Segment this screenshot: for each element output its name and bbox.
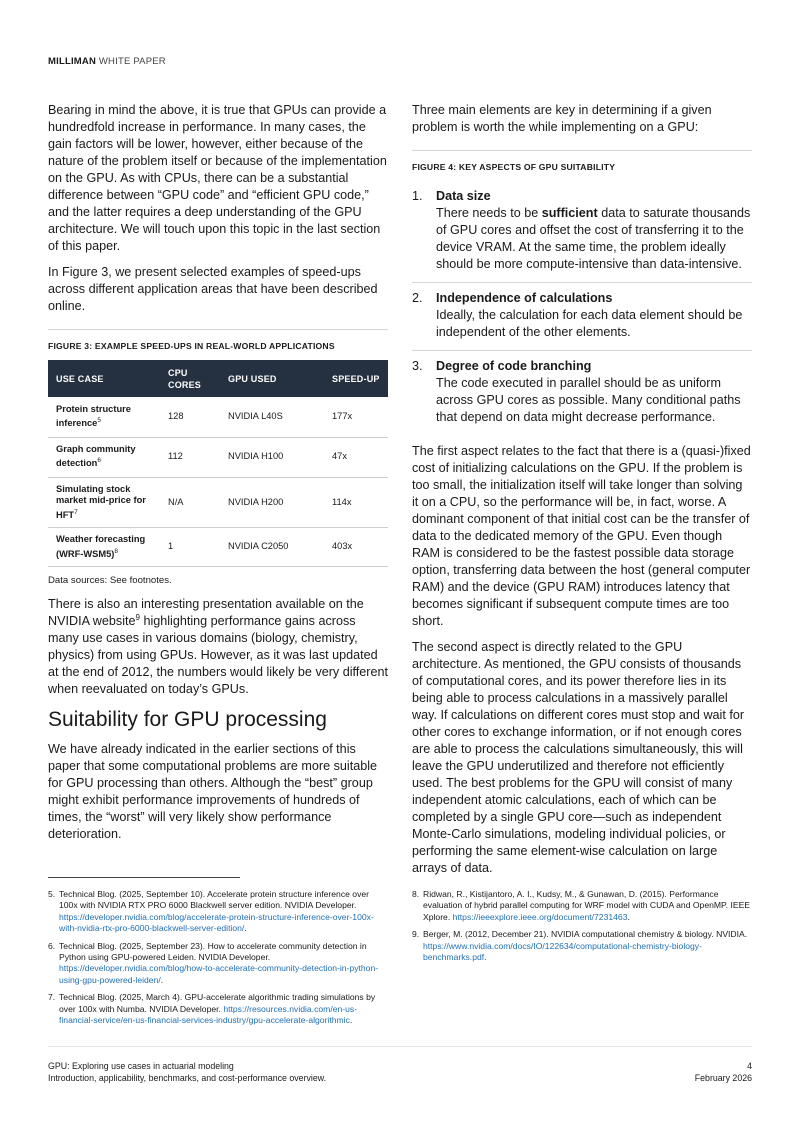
aspects-list bbox=[412, 181, 752, 435]
gpu-cell: NVIDIA H100 bbox=[220, 437, 324, 477]
list-item bbox=[412, 351, 752, 435]
paragraph: There is also an interesting presentation available on the NVIDIA website$^9$ highlighting performance gains across many use cases in various domains (biology, chemistry, physics) from using GPUs. However, as it was last updated at the end of 2012, the numbers would likely be very different when reevaluated on today’s GPUs. bbox=[48, 597, 389, 697]
speedup-cell: 403x bbox=[324, 528, 388, 567]
cpu-cell: 112 bbox=[160, 437, 220, 477]
section-heading: Suitability for GPU processing bbox=[48, 708, 327, 732]
figure-divider bbox=[48, 329, 388, 330]
page-number: 4 bbox=[747, 1061, 752, 1071]
list-item bbox=[412, 181, 752, 283]
table-row bbox=[48, 528, 388, 567]
paragraph: Bearing in mind the above, it is true that GPUs can provide a hundredfold increase in performance. In many cases, the gain factors will be lower, however, either because of the nature of the problem itself or because of the implementation on the GPU. As with CPUs, there can be a substantial difference between “GPU code” and “efficient GPU code,” and the latter requires a deep understanding of the GPU architecture. We will touch upon this topic in the last section of this paper. bbox=[48, 103, 387, 253]
cpu-cell: N/A bbox=[160, 477, 220, 528]
speedup-cell: 47x bbox=[324, 437, 388, 477]
figure-4-title: FIGURE 4: KEY ASPECTS OF GPU SUITABILITY bbox=[412, 162, 616, 172]
gpu-cell: NVIDIA H200 bbox=[220, 477, 324, 528]
cpu-cell: 1 bbox=[160, 528, 220, 567]
header-use-case: USE CASE bbox=[56, 373, 104, 384]
gpu-cell: NVIDIA C2050 bbox=[220, 528, 324, 567]
speedup-cell: 177x bbox=[324, 397, 388, 437]
footnote: 9. Berger, M. (2012, December 21). NVIDIA computational chemistry & biology. NVIDIA. https://www.nvidia.com/docs/IO/122634/computational-chemistry-biology-benchmarks.pdf. bbox=[412, 929, 748, 963]
footer-left bbox=[48, 1061, 326, 1084]
item-title: Independence of calculations bbox=[436, 291, 613, 305]
figure-3-title: FIGURE 3: EXAMPLE SPEED-UPS IN REAL-WORLD APPLICATIONS bbox=[48, 341, 335, 351]
item-text: There needs to be sufficient data to saturate thousands of GPU cores and offset the cost of transferring it to the device VRAM. At the same time, the problem ideally should be more compute-intensive than data-intensive. bbox=[436, 206, 751, 271]
left-column bbox=[48, 102, 388, 852]
paragraph: The second aspect is directly related to the GPU architecture. As mentioned, the GPU consists of thousands of computational cores, and its power therefore lies in its being able to process calculations in a massively parallel way. If calculations on different cores must stop and wait for other cores to exchange information, or if not enough cores are able to process the calculations simultaneously, this will leave the GPU underutilized and therefore not efficiently used. The best problems for the GPU will consist of many independent atomic calculations, each of which can be completed by a single GPU core—such as independent Monte-Carlo simulations, modeling individual policies, or performing the same element-wise calculation on large arrays of data. bbox=[412, 640, 745, 875]
item-number: 1. bbox=[412, 189, 423, 203]
table-row bbox=[48, 437, 388, 477]
footnote: 6. Technical Blog. (2025, September 23). How to accelerate community detection in Python using GPU-powered Leiden. NVIDIA Developer. https://developer.nvidia.com/blog/how-to-accelerate-community-detection-in-python-using-gpu-powered-leiden/. bbox=[48, 940, 379, 985]
use-case-cell: Weather forecasting $(WRF-WSM5)^8$ bbox=[48, 528, 160, 567]
data-sources-note: Data sources: See footnotes. bbox=[48, 575, 172, 587]
footnotes-left bbox=[48, 889, 388, 1032]
table-row bbox=[48, 477, 388, 528]
right-column bbox=[412, 102, 752, 886]
use-case-cell: Simulating stock market mid-price for HFT$^7$ bbox=[48, 477, 160, 528]
paragraph: Three main elements are key in determining if a given problem is worth the while implementing on a GPU: bbox=[412, 103, 712, 134]
footnote: 8. Ridwan, R., Kistijantoro, A. I., Kudsy, M., & Gunawan, D. (2015). Performance evaluation of hybrid parallel computing for WRF model with CUDA and OpenMP. IEEE Xplore. https://ieeexplore.ieee.org/document/7231463. bbox=[412, 889, 751, 922]
item-number: 3. bbox=[412, 359, 423, 373]
header-speed-up: SPEED-UP bbox=[332, 373, 380, 384]
speedup-cell: 114x bbox=[324, 477, 388, 528]
speedup-table bbox=[48, 360, 388, 567]
footnote-link[interactable]: https://resources.nvidia.com/en-us-financial-service/en-us-financial-services-industry/gpu-accelerate-algorithmic bbox=[59, 1003, 358, 1026]
table-header-row bbox=[48, 360, 388, 397]
footer-divider bbox=[48, 1046, 752, 1047]
use-case-cell: Protein structure inference$^5$ bbox=[48, 397, 160, 437]
list-item bbox=[412, 283, 752, 351]
paragraph: The first aspect relates to the fact that there is a (quasi-)fixed cost of initializing calculations on the GPU. If the problem is too small, the initialization itself will take longer than solving it on a CPU, so the performance will be, in fact, worse. A dominant component of that initial cost can be the transfer of data to the dedicated memory of the GPU. Even though RAM is considered to be the fastest possible data storage option, transferring data between the host (general computer RAM) and the device (GPU RAM) introduces latency that becomes significant if subsequent compute times are too short. bbox=[412, 444, 751, 628]
paragraph: In Figure 3, we present selected examples of speed-ups across different application areas that have been described online. bbox=[48, 265, 378, 313]
footnote-link[interactable]: https://www.nvidia.com/docs/IO/122634/computational-chemistry-biology-benchmarks.pdf bbox=[423, 940, 702, 963]
item-text: Ideally, the calculation for each data element should be independent of the other elements. bbox=[436, 308, 743, 339]
paragraph: We have already indicated in the earlier sections of this paper that some computational problems are more suitable for GPU processing than others. Although the “best” group might exhibit performance improvements of hundreds of times, the “worst” will very likely show performance deterioration. bbox=[48, 742, 378, 842]
footnote-link[interactable]: https://developer.nvidia.com/blog/accelerate-protein-structure-inference-over-100x-with-nvidia-rtx-pro-6000-blackwell-server-edition/ bbox=[59, 911, 374, 934]
page-header bbox=[48, 56, 166, 67]
brand-name: MILLIMAN bbox=[48, 56, 97, 67]
footnote-divider bbox=[48, 877, 240, 878]
cpu-cell: 128 bbox=[160, 397, 220, 437]
footnote: 5. Technical Blog. (2025, September 10). Accelerate protein structure inference over 100x with NVIDIA RTX PRO 6000 Blackwell server edition. NVIDIA Developer. https://developer.nvidia.com/blog/accelerate-protein-structure-inference-over-100x-with-nvidia-rtx-pro-6000-blackwell-server-edition/. bbox=[48, 889, 374, 934]
publication-date: February 2026 bbox=[694, 1072, 752, 1083]
figure-divider bbox=[412, 150, 752, 151]
gpu-cell: NVIDIA L40S bbox=[220, 397, 324, 437]
item-title: Degree of code branching bbox=[436, 359, 592, 373]
footer-subtitle: Introduction, applicability, benchmarks, and cost-performance overview. bbox=[48, 1072, 327, 1083]
footer-title: GPU: Exploring use cases in actuarial modeling bbox=[48, 1061, 234, 1071]
item-number: 2. bbox=[412, 291, 423, 305]
header-cpu-cores: CPU CORES bbox=[168, 367, 202, 390]
header-gpu-used: GPU USED bbox=[228, 373, 277, 384]
document-kind: WHITE PAPER bbox=[98, 56, 166, 67]
use-case-cell: Graph community detection$^6$ bbox=[48, 437, 160, 477]
item-title: Data size bbox=[436, 189, 491, 203]
footnote-ref: 9 bbox=[135, 613, 140, 622]
footnote-link[interactable]: https://developer.nvidia.com/blog/how-to-accelerate-community-detection-in-python-using-gpu-powered-leiden/ bbox=[59, 963, 379, 985]
item-text: The code executed in parallel should be as uniform across GPU cores as possible. Many conditional paths that depend on data might decrease performance. bbox=[436, 376, 741, 424]
footnotes-right bbox=[412, 889, 752, 969]
footer-right bbox=[695, 1061, 752, 1084]
footnote: 7. Technical Blog. (2025, March 4). GPU-accelerate algorithmic trading simulations by over 100x with Numba. NVIDIA Developer. https://resources.nvidia.com/en-us-financial-service/en-us-financial-services-industry/gpu-accelerate-algorithmic. bbox=[48, 992, 376, 1026]
table-row bbox=[48, 397, 388, 437]
footnote-link[interactable]: https://ieeexplore.ieee.org/document/7231463 bbox=[452, 911, 628, 922]
